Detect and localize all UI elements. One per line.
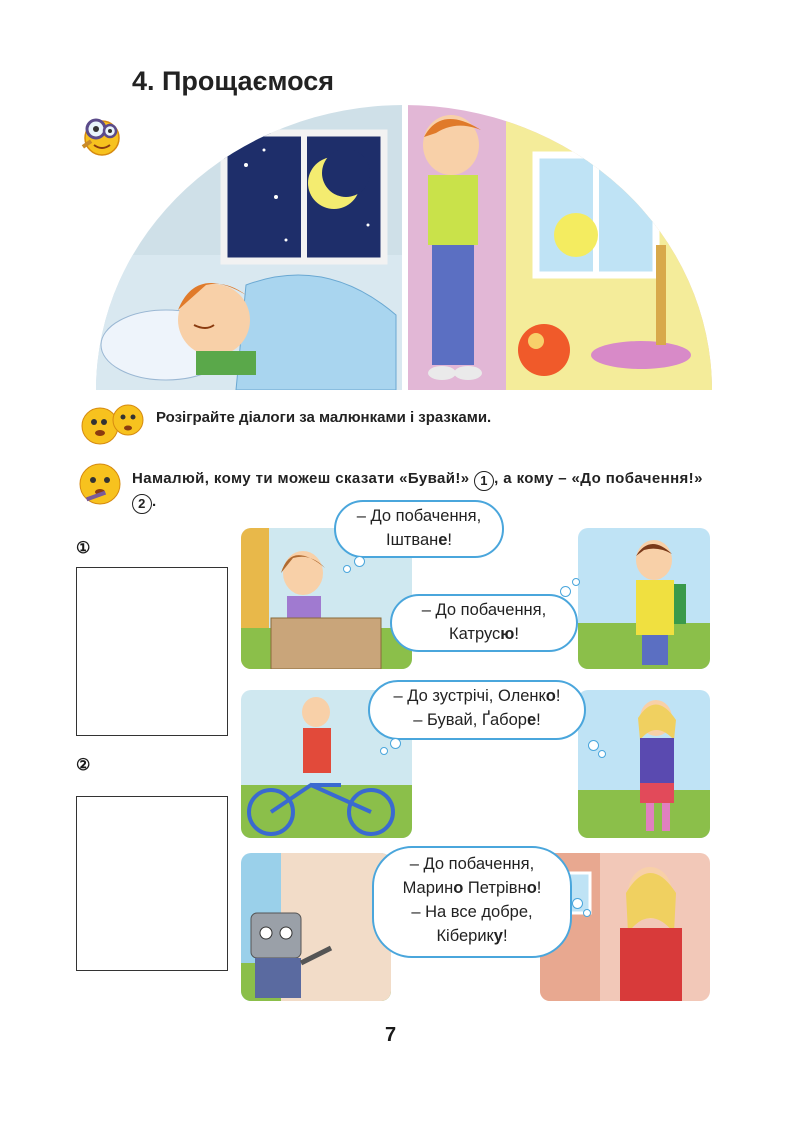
bubble-maryno-line1: – До побачення, <box>409 855 535 873</box>
bubble-dot <box>598 750 606 758</box>
scene-robot <box>241 853 391 1001</box>
name-ending: е <box>526 711 537 729</box>
dialog-instruction: Розіграйте діалоги за малюнками і зразками. <box>156 409 492 426</box>
bubble-kiberyku-line1: – На все добре, <box>411 903 533 921</box>
name-ending: у <box>493 927 503 945</box>
page-title: 4. Прощаємося <box>132 66 334 96</box>
bubble-dot <box>354 556 365 567</box>
exclamation: ! <box>555 687 561 705</box>
bubble-maryno-kiberyku <box>372 846 572 958</box>
box-label-1: ① <box>76 540 91 557</box>
drawing-box-2[interactable] <box>76 796 228 971</box>
bubble-maryno-line2 <box>382 876 562 900</box>
name-stem: – До зустрічі, Оленк <box>393 687 546 705</box>
box-label-2: ② <box>76 757 91 774</box>
bubble-dot <box>390 738 401 749</box>
name-stem: Катрус <box>449 625 501 643</box>
exclamation: ! <box>447 531 453 549</box>
scene-boy-backpack <box>578 528 710 669</box>
circled-number-2: 2 <box>132 494 152 514</box>
name-stem: Іштван <box>385 531 439 549</box>
bubble-dot <box>572 578 580 586</box>
bubble-olenko-line <box>378 684 576 708</box>
talking-faces-icon <box>76 402 156 446</box>
bubble-ishtvane-line1: – До побачення, <box>356 507 482 525</box>
bubble-ishtvane <box>334 500 504 558</box>
page-number: 7 <box>385 1024 397 1046</box>
bubble-dot <box>572 898 583 909</box>
name-ending: е <box>438 531 448 549</box>
exclamation: ! <box>536 711 541 729</box>
patronymic-stem: Петрівн <box>463 879 527 897</box>
bubble-ishtvane-line2 <box>344 528 494 552</box>
thinking-face-icon <box>76 460 124 508</box>
exclamation: ! <box>502 927 508 945</box>
drawing-box-1[interactable] <box>76 567 228 736</box>
name-ending: о <box>545 687 556 705</box>
girl-wave-drawing <box>578 690 710 838</box>
patronymic-ending: о <box>526 879 537 897</box>
exclamation: ! <box>536 879 542 897</box>
name-ending: ю <box>500 625 515 643</box>
bubble-dot <box>343 565 351 573</box>
draw-instruction-part2: , а кому – «До побачення!» <box>494 470 703 487</box>
bubble-dot <box>588 740 599 751</box>
boy-backpack-drawing <box>578 528 710 669</box>
circled-number-1: 1 <box>474 471 494 491</box>
name-stem: Марин <box>402 879 454 897</box>
draw-instruction-part1: Намалюй, кому ти можеш сказати «Бувай!» <box>132 470 475 487</box>
draw-instruction-part3: . <box>152 493 157 510</box>
bubble-kiberyku-line2 <box>382 924 562 948</box>
bubble-dot <box>380 747 388 755</box>
bedtime-illustration <box>96 105 712 390</box>
name-stem: Кіберик <box>436 927 494 945</box>
bubble-gabore-line <box>378 708 576 732</box>
exclamation: ! <box>514 625 519 643</box>
bubble-dot <box>560 586 571 597</box>
name-stem: – Бувай, Ґабор <box>413 711 527 729</box>
robot-drawing <box>241 853 391 1001</box>
bubble-katrusiu-line1: – До побачення, <box>421 601 547 619</box>
name-ending: о <box>453 879 464 897</box>
bubble-dot <box>583 909 591 917</box>
bubble-katrusiu-line2 <box>400 622 568 646</box>
bubble-katrusiu <box>390 594 578 652</box>
bubble-olenko-gabore <box>368 680 586 740</box>
scene-girl-wave <box>578 690 710 838</box>
